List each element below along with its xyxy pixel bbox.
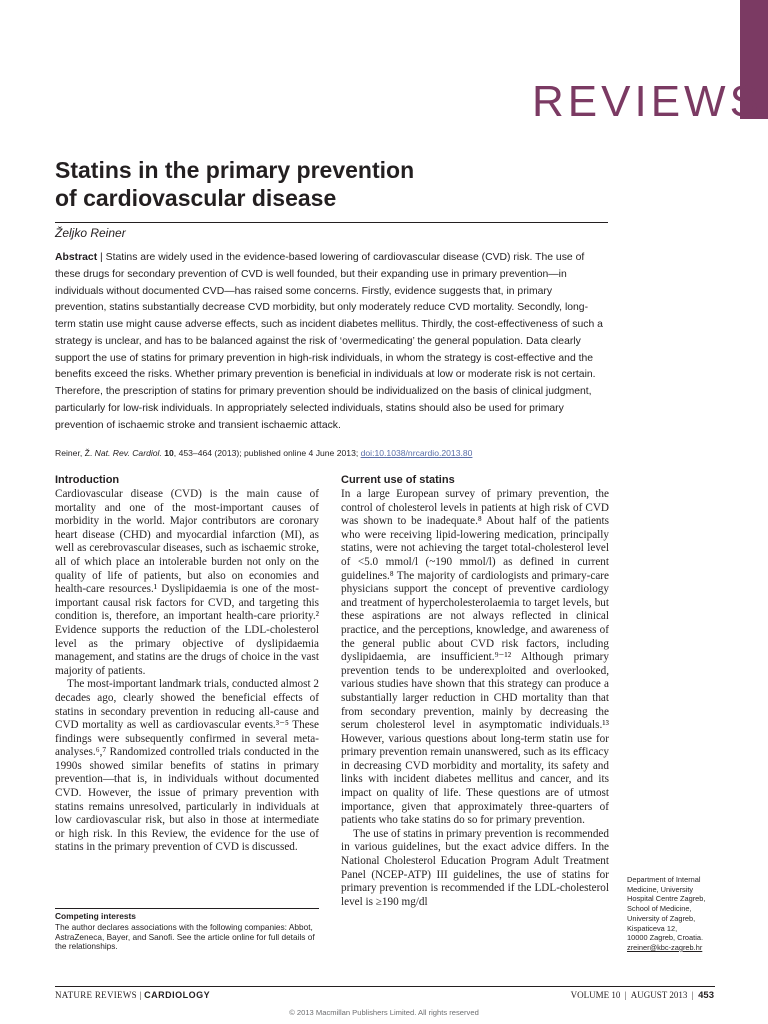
affiliation-line: School of Medicine, (627, 904, 692, 914)
footer-issue-info (540, 990, 714, 1001)
abstract-text: Statins are widely used in the evidence-based lowering of cardiovascular disease (CVD) risk. The use of these drugs for secondary prevention of CVD is well founded, but their expanding use in primary prevention—in individuals without documented CVD—has raised some concerns. Firstly, evidence suggests that, in primary prevention, statins substantially decrease CVD morbidity, but only moderately reduce CVD mortality. Secondly, long-term statin use might cause adverse effects, such as incident diabetes mellitus. Thirdly, the cost-effectiveness of such a strategy is unclear, and has to be balanced against the risk of ‘overmedicating’ the general population. Data clearly support the use of statins for primary prevention in high-risk individuals, in whom the strategy is cost-effective and the benefits exceed the risks. Whether primary prevention is beneficial in individuals at low or moderate risk is not certain. Therefore, the prescription of statins for primary prevention should be individualized on the basis of clinical judgment, particularly for low-risk individuals. In appropriately selected individuals, statins should also be used for primary prevention of ischaemic stroke and transient ischaemic attack. (55, 252, 603, 431)
citation-details: , 453–464 (2013); published online 4 June 2013; (173, 448, 361, 458)
author-affiliation (627, 875, 747, 953)
title-line-1: Statins in the primary prevention (55, 157, 415, 183)
footer-journal-name: CARDIOLOGY (144, 990, 211, 1000)
footer-volume: VOLUME 10 (570, 990, 621, 1000)
section-label: REVIEWS (532, 77, 763, 126)
current-use-heading: Current use of statins (341, 474, 455, 486)
left-column (55, 474, 319, 855)
footer-publisher: NATURE REVIEWS (55, 990, 137, 1000)
citation-volume: 10 (161, 448, 174, 458)
footer-separator: | (620, 990, 631, 1000)
abstract (55, 250, 603, 434)
citation (55, 448, 615, 458)
author-name: Željko Reiner (55, 226, 126, 240)
title-line-2: of cardiovascular disease (55, 185, 337, 211)
title-divider (55, 222, 608, 223)
current-use-paragraph-2: The use of statins in primary prevention is recommended in various guidelines, but the exact advice differs. In the National Cholesterol Education Program Adult Treatment Panel (NCEP-ATP) III guidelines, the use of statins for primary prevention is recommended if the LDL-cholesterol level is ≥190 mg/dl (341, 827, 609, 908)
affiliation-line: University of Zagreb, (627, 913, 696, 923)
introduction-paragraph-1: Cardiovascular disease (CVD) is the main cause of mortality and one of the most-important causes of morbidity in the world. Major contributors are coronary heart disease (CHD) and myocardial infarction (MI), as well as cerebrovascular diseases, such as ischaemic stroke, all of which place an intolerable burden not only on the quality of life of patients, but also on economies and health-care resources.¹ Dyslipidaemia is one of the most-important causal risk factors for CVD, and targeting this condition is, therefore, an important health-care priority.² Evidence supports the reduction of the LDL-cholesterol level as the primary objective of dyslipidaemia management, and statins are the drugs of choice in the vast majority of patients. (55, 488, 319, 677)
article-title (55, 156, 615, 212)
footer-journal (55, 990, 210, 1000)
affiliation-line: Hospital Centre Zagreb, (627, 894, 706, 904)
abstract-separator: | (97, 252, 106, 263)
citation-author: Reiner, Ž. (55, 448, 95, 458)
introduction-heading: Introduction (55, 474, 120, 486)
footer-divider (55, 986, 715, 987)
competing-interests-text: The author declares associations with the following companies: Abbot, AstraZeneca, Bayer, and Sanofi. See the article online for full details of the relationships. (55, 921, 315, 952)
footer-separator: | (687, 990, 699, 1000)
doi-link[interactable]: doi:10.1038/nrcardio.2013.80 (360, 448, 473, 458)
author-email-link[interactable]: zreiner@kbc-zagreb.hr (627, 942, 703, 952)
copyright-notice: © 2013 Macmillan Publishers Limited. All rights reserved (289, 1008, 479, 1017)
competing-interests-divider (55, 908, 319, 909)
introduction-paragraph-2: The most-important landmark trials, conducted almost 2 decades ago, clearly showed the beneficial effects of statins in secondary prevention in reducing all-cause and CVD mortality as well as cardiovascular events.³⁻⁵ These findings were subsequently confirmed in several meta-analyses.⁶,⁷ Randomized controlled trials conducted in the 1990s showed similar benefits of statins in primary prevention—that is, in individuals without documented CVD. However, the issue of primary prevention with statins remains unresolved, particularly in individuals at low cardiovascular risk, but also in those at intermediate or high risk. In this Review, the evidence for the use of statins in the primary prevention of CVD is discussed. (55, 678, 319, 854)
footer-date: AUGUST 2013 (630, 990, 688, 1000)
abstract-label: Abstract (55, 252, 98, 263)
affiliation-line: Medicine, University (627, 884, 694, 894)
affiliation-line: 10000 Zagreb, Croatia. (627, 933, 704, 943)
affiliation-line: Department of Internal (627, 875, 701, 884)
right-column (341, 474, 609, 909)
affiliation-line: Kispaticeva 12, (627, 923, 678, 933)
citation-journal: Nat. Rev. Cardiol. (94, 448, 162, 458)
competing-interests-heading: Competing interests (55, 911, 136, 921)
current-use-paragraph-1: In a large European survey of primary prevention, the control of cholesterol levels in patients at high risk of CVD was shown to be inadequate.⁸ About half of the patients who were receiving lipid-lowering medication, principally statins, were not achieving the target total-cholesterol level of <5.0 mmol/l (~190 mmol/l) as defined in current guidelines.⁸ The majority of cardiologists and primary-care physicians support the concept of preventive cardiology and treatment of hypercholesterolaemia to target levels, but these aspirations are not always reflected in clinical practice, and the perceptions, knowledge, and awareness of the general public about CVD risk factors, including dyslipidaemia, are insufficient.⁹⁻¹² Although primary prevention tends to be underexploited and overlooked, various studies have shown that this strategy can produce a substantially larger reduction in CHD mortality than that from secondary prevention, mainly by decreasing the serum cholesterol level in asymptomatic individuals.¹³ However, various questions about long-term statin use for primary prevention remain unanswered, such as its efficacy in decreasing CVD morbidity and mortality, its safety and links with incident diabetes mellitus and cancer, and its impact on quality of life. These questions are of utmost importance, given that approximately three-quarters of patients who take statins do so for primary prevention. (341, 488, 609, 827)
page-number: 453 (698, 990, 714, 1001)
competing-interests (55, 912, 319, 952)
footer-separator: | (136, 990, 145, 1000)
